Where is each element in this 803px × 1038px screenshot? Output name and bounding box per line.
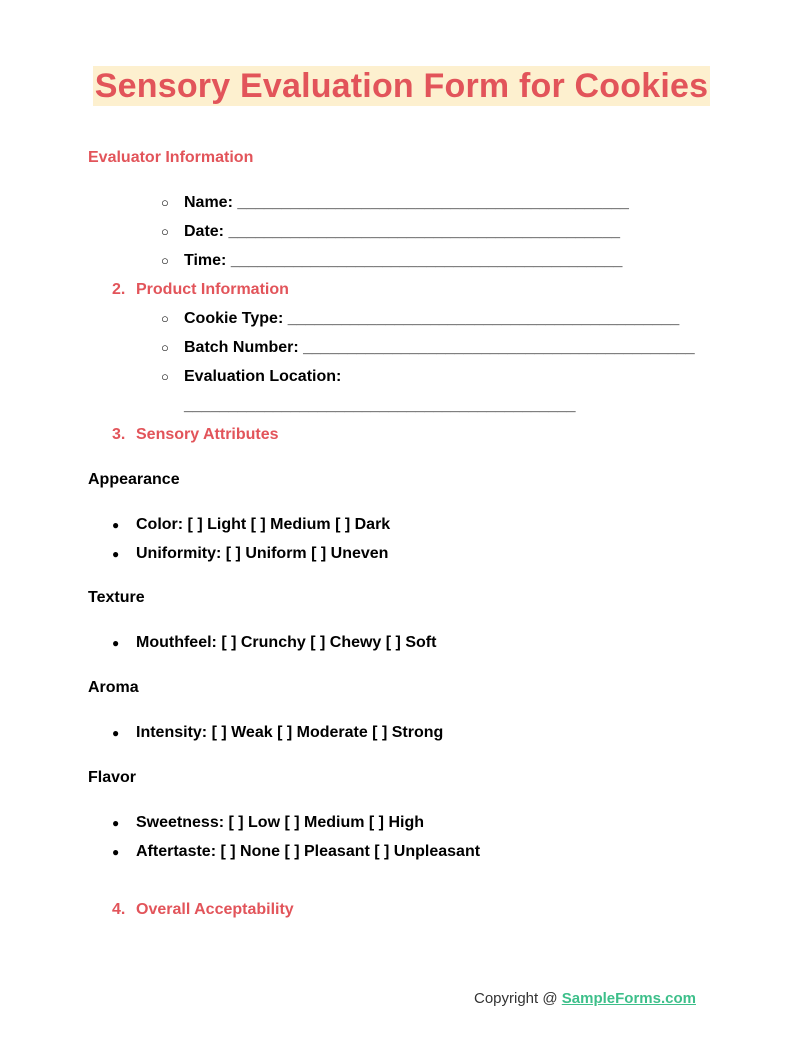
time-field [161, 252, 622, 270]
copyright-text: Copyright @ [474, 990, 562, 1007]
evaluation-location-field [161, 368, 341, 386]
batch-number-field [161, 339, 695, 357]
circle-bullet-icon: ○ [161, 224, 169, 239]
cookie-type-label: Cookie Type: ____________________________________________ [184, 310, 680, 327]
circle-bullet-icon: ○ [161, 253, 169, 268]
section-label: Sensory Attributes [136, 426, 279, 443]
mouthfeel-item [112, 634, 436, 652]
section-label: Evaluator Information [88, 149, 254, 166]
cookie-type-field [161, 310, 679, 328]
section-product-information [112, 281, 289, 299]
section-number: 4. [112, 901, 126, 918]
bullet-icon: ● [112, 816, 120, 830]
evaluation-location-line: ____________________________________________ [184, 397, 576, 414]
section-number: 2. [112, 281, 126, 298]
circle-bullet-icon: ○ [161, 195, 169, 210]
color-label: Color: [ ] Light [ ] Medium [ ] Dark [136, 516, 391, 533]
section-evaluator-information [88, 149, 253, 167]
bullet-icon: ● [112, 518, 120, 532]
aftertaste-item [112, 843, 480, 861]
date-label: Date: ____________________________________________ [184, 223, 620, 240]
intensity-label: Intensity: [ ] Weak [ ] Moderate [ ] Strong [136, 724, 444, 741]
sweetness-item [112, 814, 424, 832]
time-label: Time: ____________________________________________ [184, 252, 623, 269]
sampleforms-link[interactable]: SampleForms.com [561, 990, 696, 1007]
uniformity-item [112, 545, 388, 563]
copyright-footer [474, 990, 696, 1007]
circle-bullet-icon: ○ [161, 369, 169, 384]
bullet-icon: ● [112, 845, 120, 859]
bullet-icon: ● [112, 547, 120, 561]
section-label: Overall Acceptability [136, 901, 294, 918]
section-number: 3. [112, 426, 126, 443]
appearance-heading: Appearance [88, 471, 180, 488]
bullet-icon: ● [112, 636, 120, 650]
aftertaste-label: Aftertaste: [ ] None [ ] Pleasant [ ] Unpleasant [136, 843, 481, 860]
name-label: Name: ____________________________________________ [184, 194, 629, 211]
mouthfeel-label: Mouthfeel: [ ] Crunchy [ ] Chewy [ ] Soft [136, 634, 437, 651]
aroma-heading: Aroma [88, 679, 139, 696]
evaluation-location-label: Evaluation Location: [184, 368, 342, 385]
bullet-icon: ● [112, 726, 120, 740]
texture-heading: Texture [88, 589, 145, 606]
circle-bullet-icon: ○ [161, 340, 169, 355]
batch-number-label: Batch Number: ____________________________________________ [184, 339, 695, 356]
intensity-item [112, 724, 443, 742]
page-title-wrap [0, 66, 803, 106]
section-label: Product Information [136, 281, 289, 298]
name-field [161, 194, 629, 212]
section-sensory-attributes [112, 426, 279, 444]
section-overall-acceptability [112, 901, 294, 919]
date-field [161, 223, 620, 241]
sweetness-label: Sweetness: [ ] Low [ ] Medium [ ] High [136, 814, 424, 831]
page-title: Sensory Evaluation Form for Cookies [94, 67, 709, 105]
flavor-heading: Flavor [88, 769, 137, 786]
uniformity-label: Uniformity: [ ] Uniform [ ] Uneven [136, 545, 389, 562]
color-item [112, 516, 390, 534]
circle-bullet-icon: ○ [161, 311, 169, 326]
